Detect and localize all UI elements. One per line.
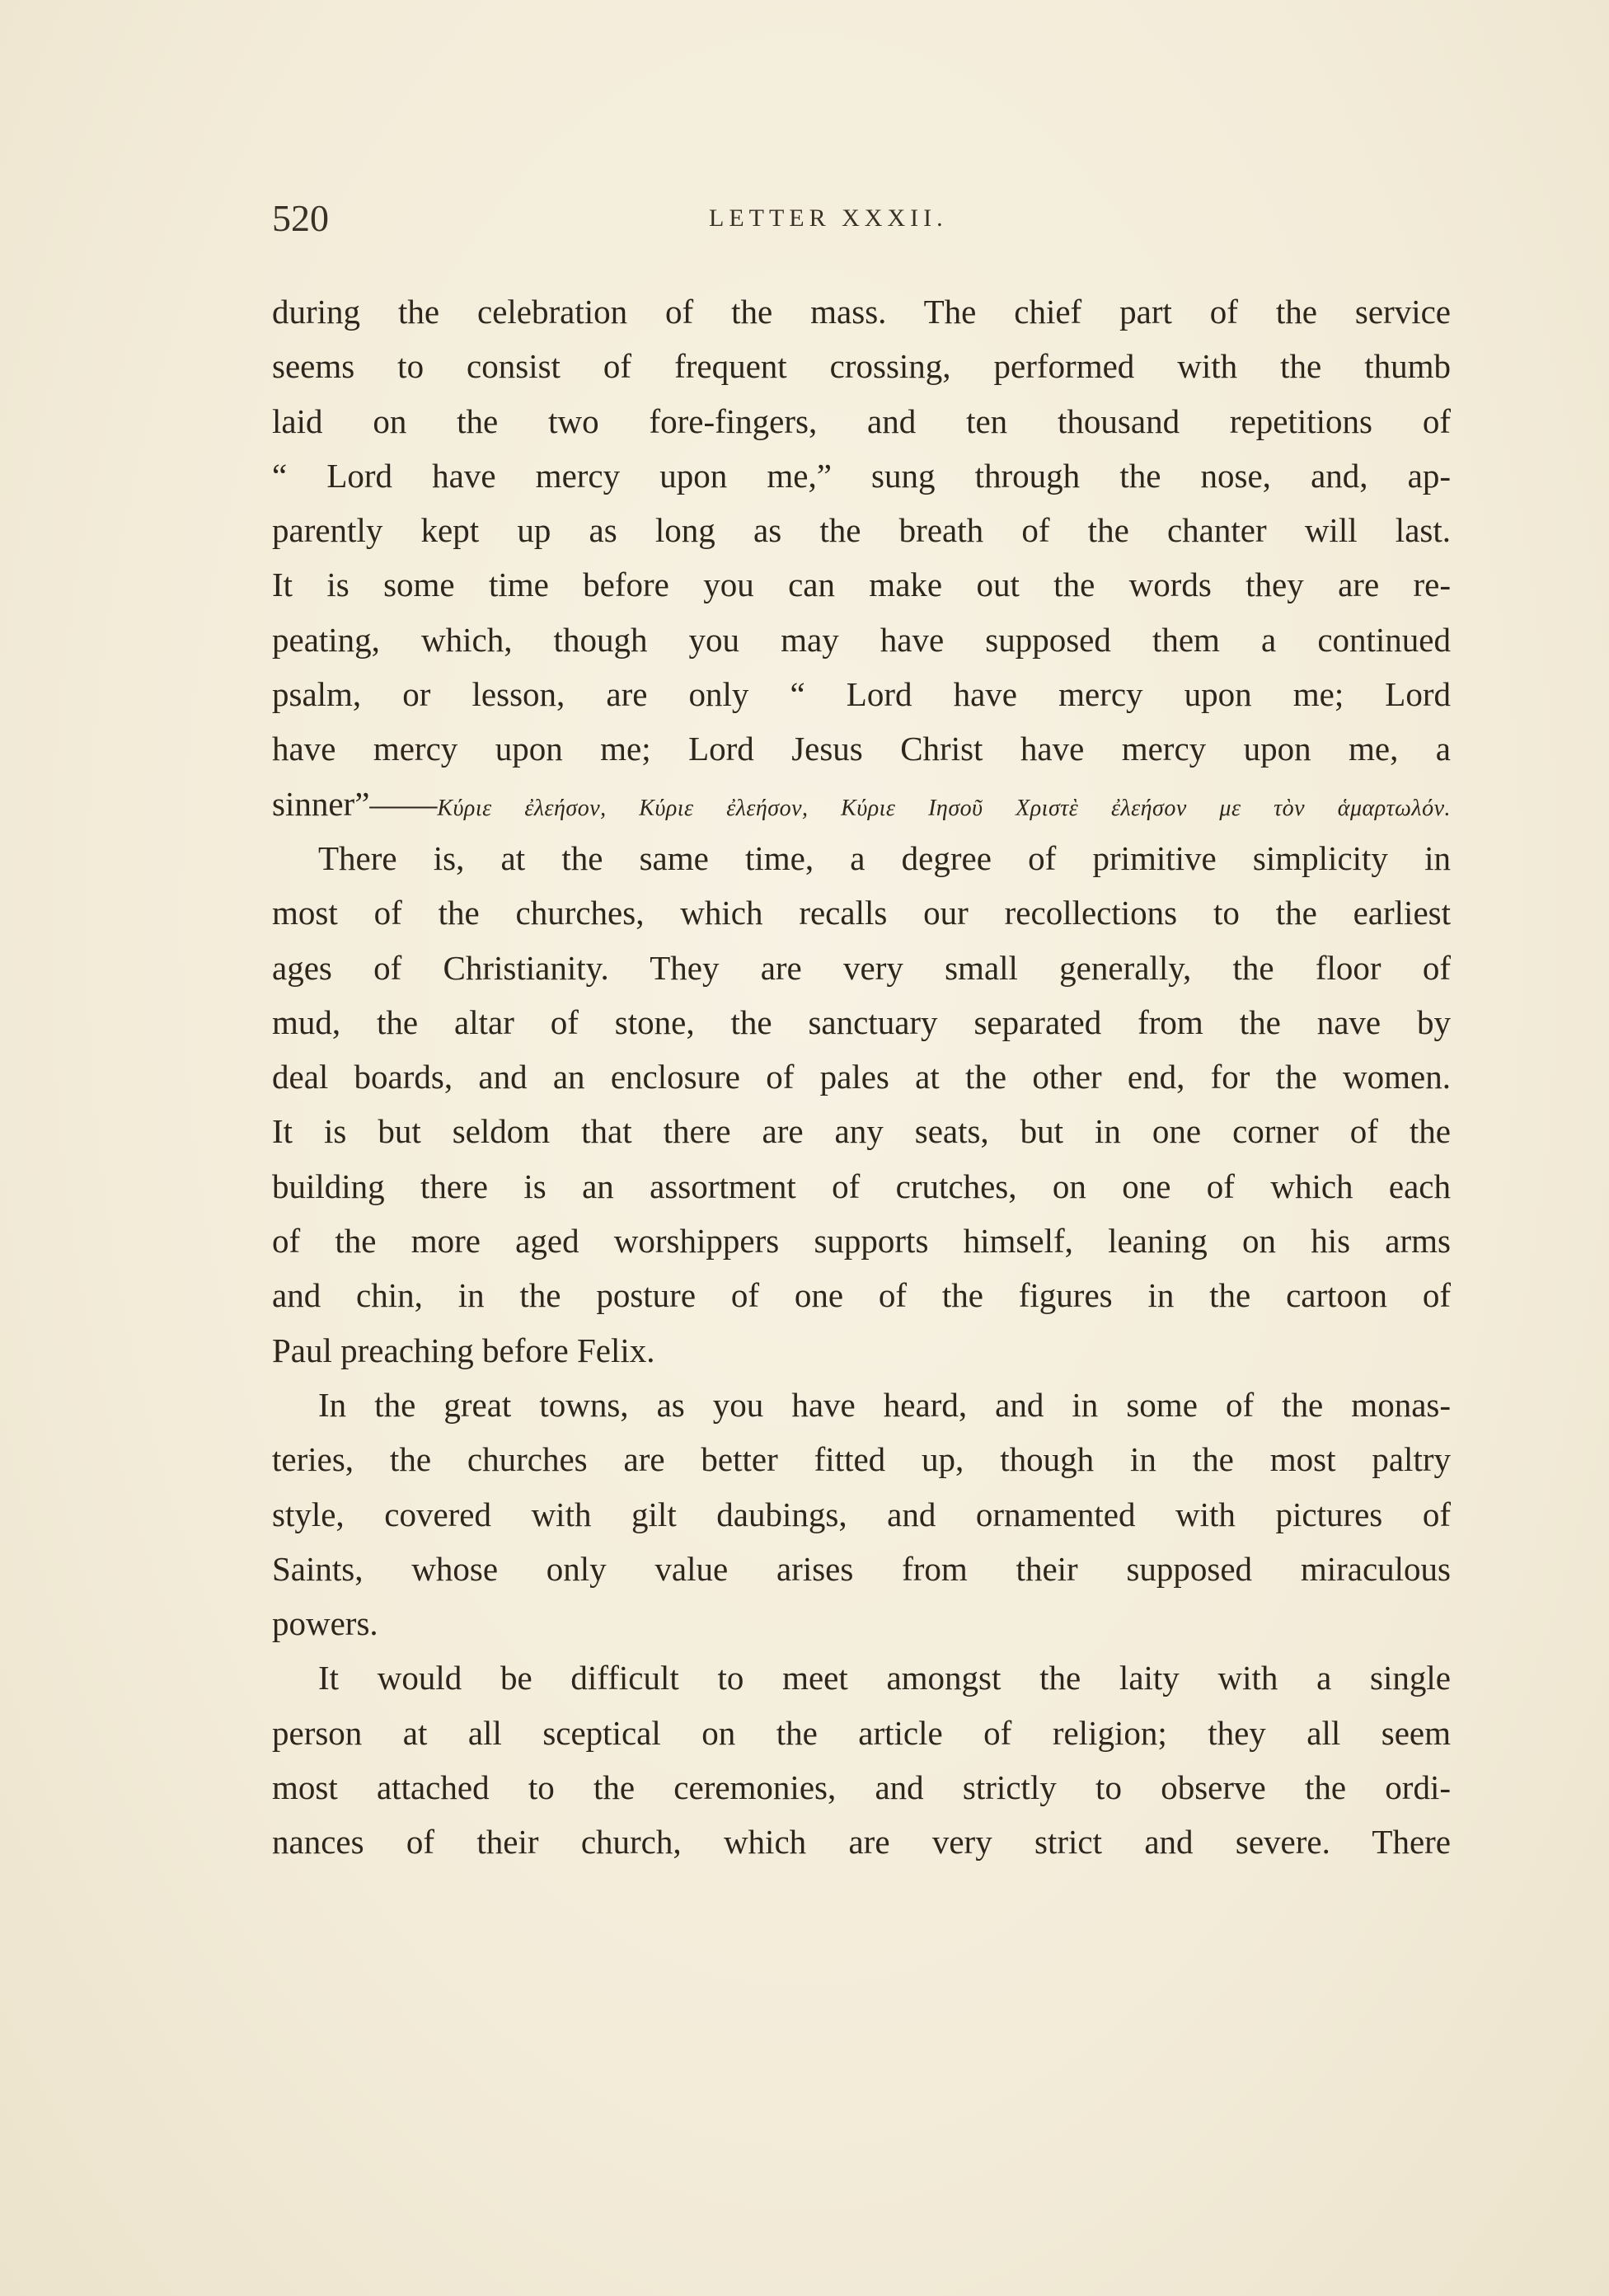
text-line: teries, the churches are better fitted up, though in the most paltry — [272, 1440, 1451, 1479]
text-line: In the great towns, as you have heard, and in some of the monas- — [318, 1385, 1451, 1424]
text-line: have mercy upon me; Lord Jesus Christ have mercy upon me, a — [272, 730, 1451, 768]
text-line: parently kept up as long as the breath of the chanter will last. — [272, 511, 1451, 550]
text-line: “ Lord have mercy upon me,” sung through the nose, and, ap- — [272, 456, 1451, 495]
text-line: mud, the altar of stone, the sanctuary separated from the nave by — [272, 1002, 1451, 1041]
text-line: It is some time before you can make out the words they are re- — [272, 566, 1451, 604]
text-line: Saints, whose only value arises from their supposed miraculous — [272, 1549, 1451, 1588]
text-line: during the celebration of the mass. The chief part of the service — [272, 293, 1451, 331]
text-line: person at all sceptical on the article of religion; they all seem — [272, 1713, 1451, 1752]
text-line: Paul preaching before Felix. — [272, 1331, 655, 1369]
text-line: building there is an assortment of crutches, on one of which each — [272, 1167, 1451, 1205]
text-line: of the more aged worshippers supports himself, leaning on his arms — [272, 1222, 1451, 1261]
text-line: There is, at the same time, a degree of primitive simplicity in — [318, 838, 1451, 877]
text-line: nances of their church, which are very strict and severe. There — [272, 1823, 1451, 1862]
text-line: It is but seldom that there are any seats, but in one corner of the — [272, 1112, 1451, 1151]
text-line: ages of Christianity. They are very small generally, the floor of — [272, 948, 1451, 987]
page-header — [272, 196, 1451, 246]
text-line: most of the churches, which recalls our recollections to the earliest — [272, 894, 1451, 932]
running-head: LETTER XXXII. — [709, 204, 948, 232]
text-line: seems to consist of frequent crossing, performed with the thumb — [272, 347, 1451, 386]
text-line: deal boards, and an enclosure of pales at the other end, for the women. — [272, 1058, 1451, 1096]
page-number: 520 — [272, 197, 329, 239]
text-line: and chin, in the posture of one of the figures in the cartoon of — [272, 1276, 1451, 1315]
text-line: powers. — [272, 1604, 378, 1643]
text-line: psalm, or lesson, are only “ Lord have mercy upon me; Lord — [272, 675, 1451, 714]
text-line: laid on the two fore-fingers, and ten thousand repetitions of — [272, 401, 1451, 440]
text-line: It would be difficult to meet amongst the laity with a single — [318, 1659, 1451, 1697]
body-text — [272, 284, 1451, 1870]
text-line: style, covered with gilt daubings, and ornamented with pictures of — [272, 1495, 1451, 1533]
greek-quote-line — [272, 777, 1451, 831]
greek-quotation: Κύριε ἐλεήσον, Κύριε ἐλεήσον, Κύριε Ιησοῦ Χριστὲ ἐλεήσον με τὸν ἁμαρτωλόν. — [437, 795, 1451, 821]
text-line: peating, which, though you may have supposed them a continued — [272, 620, 1451, 659]
sinner-prefix: sinner”—— — [272, 784, 438, 823]
text-line: most attached to the ceremonies, and strictly to observe the ordi- — [272, 1768, 1451, 1807]
